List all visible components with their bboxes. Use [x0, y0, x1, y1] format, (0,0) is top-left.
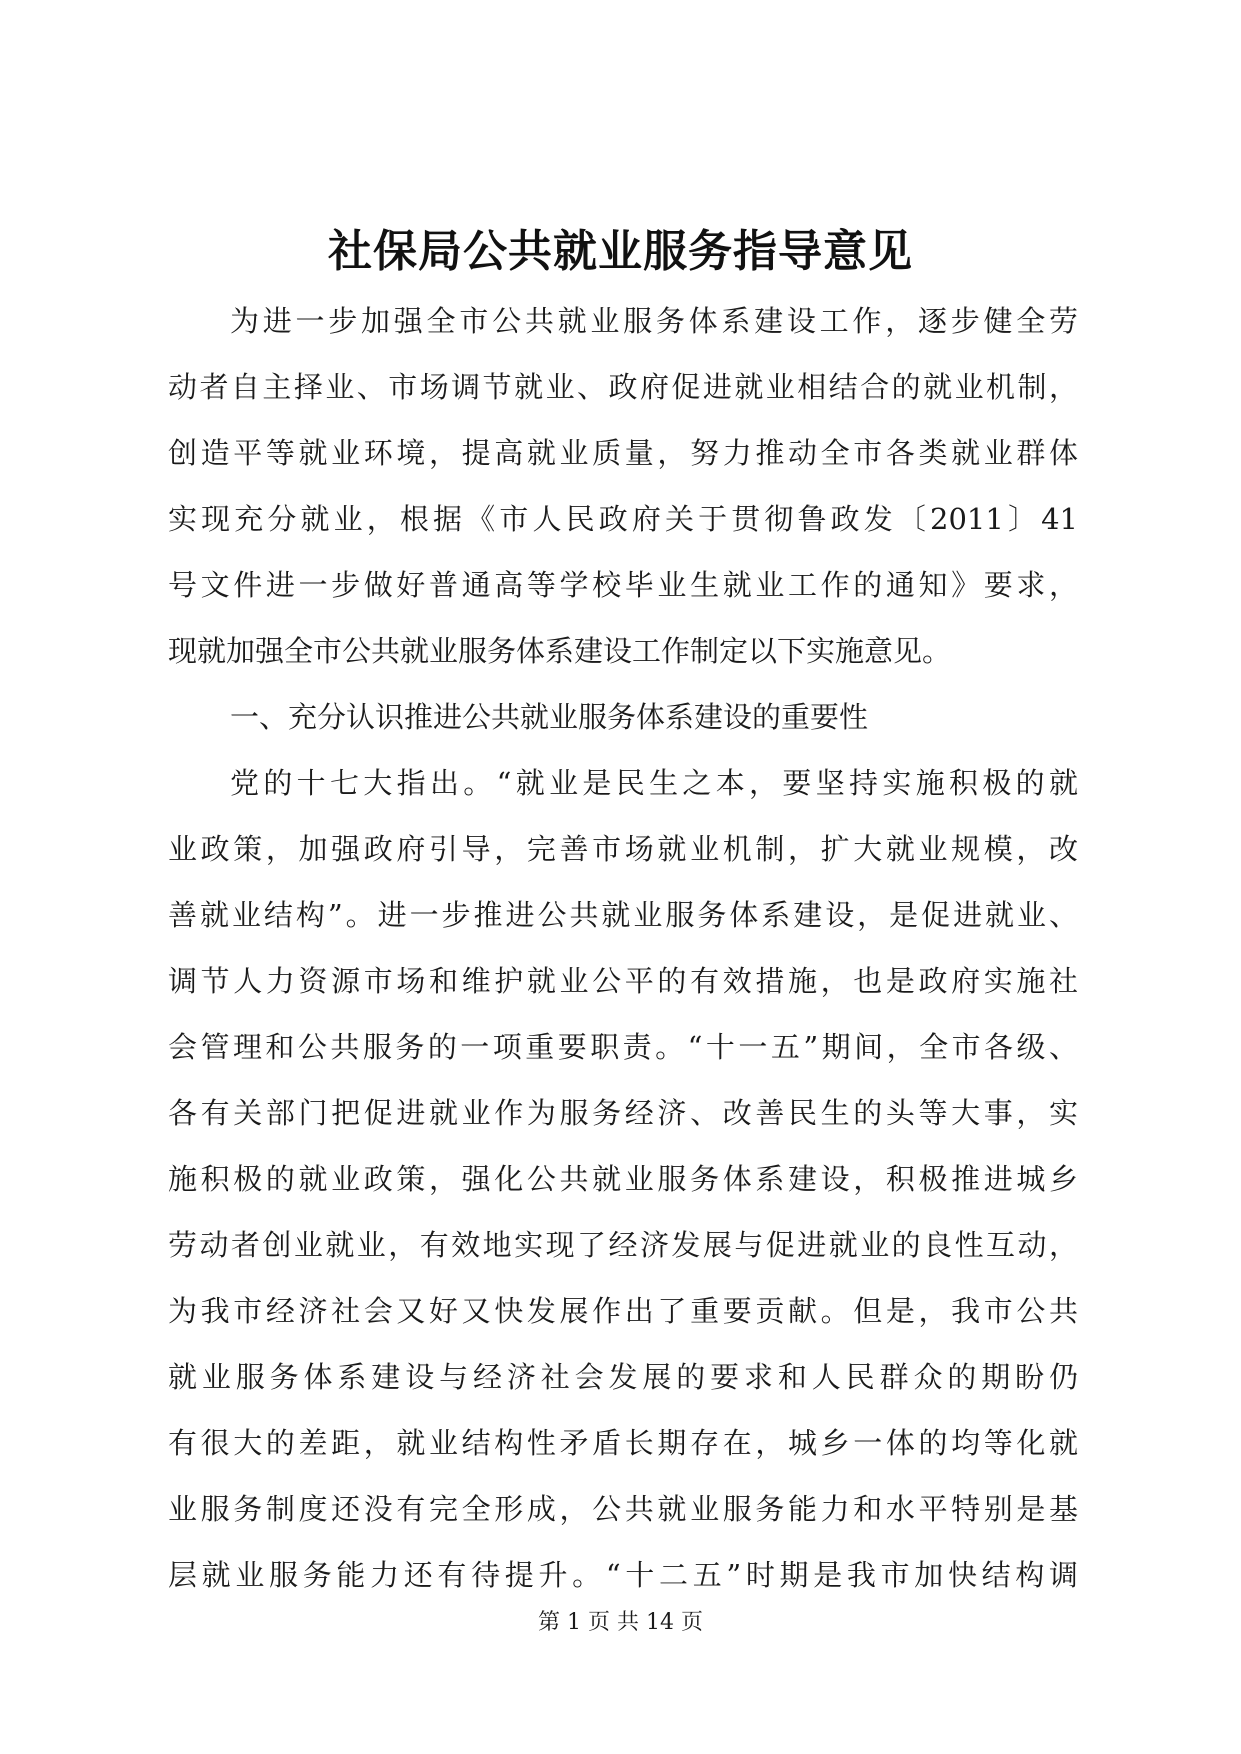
section-heading: 一、充分认识推进公共就业服务体系建设的重要性 [230, 700, 869, 734]
paragraph-line: 业服务制度还没有完全形成，公共就业服务能力和水平特别是基 [168, 1492, 1078, 1526]
paragraph-line: 实现充分就业，根据《市人民政府关于贯彻鲁政发〔2011〕41 [168, 502, 1078, 536]
paragraph-line: 有很大的差距，就业结构性矛盾长期存在，城乡一体的均等化就 [168, 1426, 1078, 1460]
paragraph-line: 为进一步加强全市公共就业服务体系建设工作，逐步健全劳 [230, 304, 1078, 338]
paragraph-line: 各有关部门把促进就业作为服务经济、改善民生的头等大事，实 [168, 1096, 1078, 1130]
paragraph-line: 现就加强全市公共就业服务体系建设工作制定以下实施意见。 [168, 634, 952, 668]
document-body [168, 288, 1078, 1608]
paragraph-line: 会管理和公共服务的一项重要职责。“十一五”期间，全市各级、 [168, 1030, 1078, 1064]
paragraph-line: 动者自主择业、市场调节就业、政府促进就业相结合的就业机制， [168, 370, 1078, 404]
document-title: 社保局公共就业服务指导意见 [328, 226, 913, 277]
paragraph-line: 为我市经济社会又好又快发展作出了重要贡献。但是，我市公共 [168, 1294, 1078, 1328]
page-number-footer: 第 1 页 共 14 页 [538, 1610, 703, 1635]
paragraph-line: 善就业结构”。进一步推进公共就业服务体系建设，是促进就业、 [168, 898, 1078, 932]
paragraph-line: 创造平等就业环境，提高就业质量，努力推动全市各类就业群体 [168, 436, 1078, 470]
paragraph-line: 调节人力资源市场和维护就业公平的有效措施，也是政府实施社 [168, 964, 1078, 998]
paragraph-line: 号文件进一步做好普通高等学校毕业生就业工作的通知》要求， [168, 568, 1078, 602]
paragraph-line: 层就业服务能力还有待提升。“十二五”时期是我市加快结构调 [168, 1558, 1078, 1592]
paragraph-line: 就业服务体系建设与经济社会发展的要求和人民群众的期盼仍 [168, 1360, 1078, 1394]
paragraph-line: 劳动者创业就业，有效地实现了经济发展与促进就业的良性互动， [168, 1228, 1078, 1262]
paragraph-line: 施积极的就业政策，强化公共就业服务体系建设，积极推进城乡 [168, 1162, 1078, 1196]
paragraph-line: 党的十七大指出。“就业是民生之本，要坚持实施积极的就 [230, 766, 1078, 800]
paragraph-line: 业政策，加强政府引导，完善市场就业机制，扩大就业规模，改 [168, 832, 1078, 866]
